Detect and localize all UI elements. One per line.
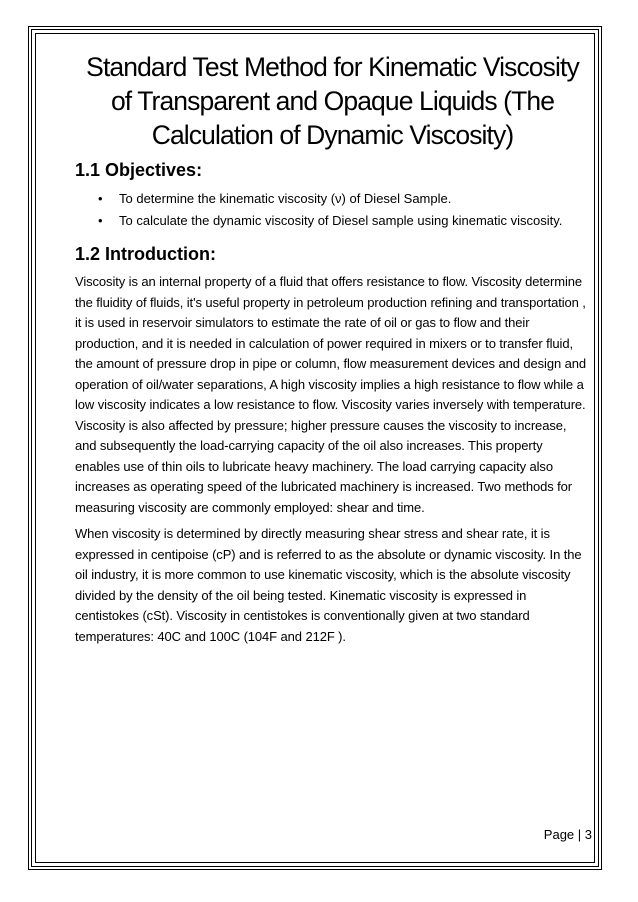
document-title: Standard Test Method for Kinematic Viscosity of Transparent and Opaque Liquids (The Calculation of Dynamic Viscosity)	[86, 52, 579, 150]
objectives-heading: 1.1 Objectives:	[75, 160, 203, 180]
objectives-list	[75, 188, 590, 232]
objective-text: To determine the kinematic viscosity (ν) of Diesel Sample.	[119, 191, 452, 206]
bullet-icon: •	[98, 213, 103, 228]
list-item	[75, 188, 590, 210]
introduction-paragraph: When viscosity is determined by directly measuring shear stress and shear rate, it is expressed in centipoise (cP) and is referred to as the absolute or dynamic viscosity. In the oil industry, it is more common to use kinematic viscosity, which is the absolute viscosity divided by the density of the oil being tested. Kinematic viscosity is expressed in centistokes (cSt). Viscosity in centistokes is conventionally given at two standard temperatures: 40C and 100C (104F and 212F ).	[75, 526, 582, 644]
list-item	[75, 210, 590, 232]
page-number: Page | 3	[543, 827, 592, 842]
objective-text: To calculate the dynamic viscosity of Diesel sample using kinematic viscosity.	[119, 213, 563, 228]
introduction-heading: 1.2 Introduction:	[75, 244, 216, 264]
bullet-icon: •	[98, 191, 103, 206]
introduction-paragraph: Viscosity is an internal property of a fluid that offers resistance to flow. Viscosity determine the fluidity of fluids, it's useful property in petroleum production refining and transportation , it is used in reservoir simulators to estimate the rate of oil or gas to flow and their production, and it is needed in calculation of power required in mixers or to transfer fluid, the amount of pressure drop in pipe or column, flow measurement devices and design and operation of oil/water separations, A high viscosity implies a high resistance to flow while a low viscosity indicates a low resistance to flow. Viscosity varies inversely with temperature. Viscosity is also affected by pressure; higher pressure causes the viscosity to increase, and subsequently the load-carrying capacity of the oil also increases. This property enables use of thin oils to lubricate heavy machinery. The load carrying capacity also increases as operating speed of the lubricated machinery is increased. Two methods for measuring viscosity are commonly employed: shear and time.	[75, 274, 586, 515]
document-body	[75, 50, 590, 647]
